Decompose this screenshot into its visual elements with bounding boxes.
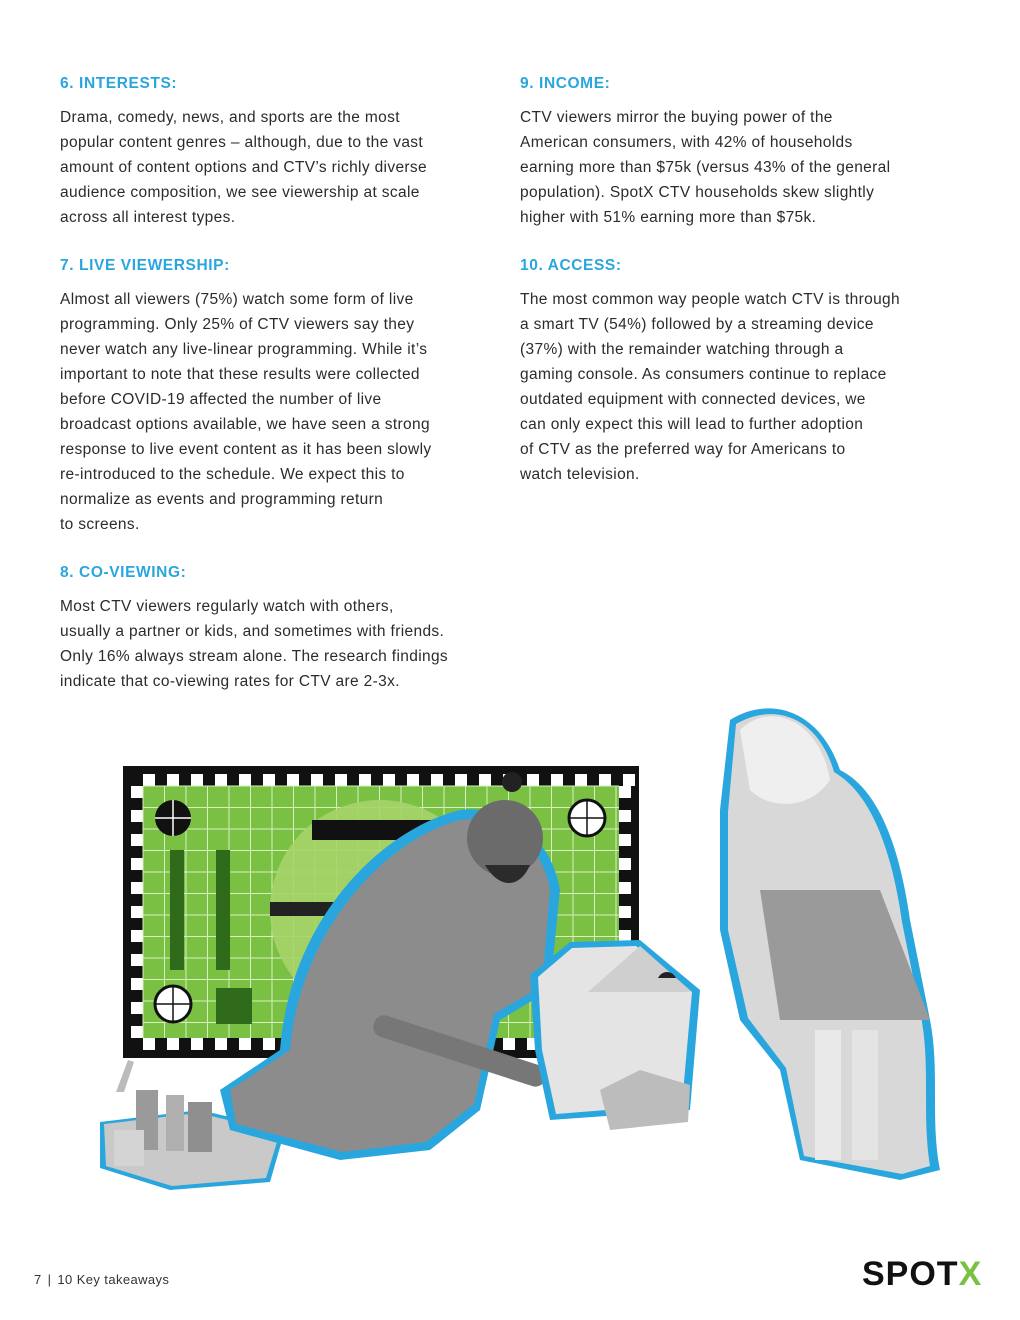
body-interests: [60, 105, 505, 230]
text-line: of CTV as the preferred way for Americans to: [520, 441, 846, 458]
text-line: Most CTV viewers regularly watch with others,: [60, 598, 394, 615]
text-line: outdated equipment with connected devices, we: [520, 391, 866, 408]
logo-accent-x: X: [958, 1255, 983, 1293]
heading-live-viewership: 7. LIVE VIEWERSHIP:: [60, 257, 230, 274]
section-access: [520, 256, 965, 487]
page-number: 7: [34, 1272, 42, 1287]
text-line: The most common way people watch CTV is through: [520, 291, 900, 308]
left-column: [60, 74, 505, 720]
right-column: [520, 74, 965, 513]
text-line: amount of content options and CTV’s richly diverse: [60, 159, 428, 176]
text-line: response to live event content as it has been slowly: [60, 441, 432, 458]
section-co-viewing: [60, 563, 505, 694]
text-line: across all interest types.: [60, 209, 236, 226]
body-live-viewership: [60, 287, 505, 537]
body-income: [520, 105, 965, 230]
text-line: audience composition, we see viewership at scale: [60, 184, 420, 201]
text-line: gaming console. As consumers continue to replace: [520, 366, 887, 383]
footer-separator: |: [47, 1272, 52, 1287]
text-line: watch television.: [520, 466, 640, 483]
page-footer: [34, 1272, 169, 1287]
text-line: population). SpotX CTV households skew slightly: [520, 184, 875, 201]
body-access: [520, 287, 965, 487]
text-line: important to note that these results were collected: [60, 366, 420, 383]
text-line: indicate that co-viewing rates for CTV are 2-3x.: [60, 673, 400, 690]
footer-section-title: 10 Key takeaways: [57, 1272, 170, 1287]
section-live-viewership: [60, 256, 505, 537]
heading-interests: 6. INTERESTS:: [60, 75, 178, 92]
text-line: American consumers, with 42% of households: [520, 134, 853, 151]
text-line: programming. Only 25% of CTV viewers say they: [60, 316, 415, 333]
text-line: can only expect this will lead to further adoption: [520, 416, 864, 433]
child-figure: [720, 708, 940, 1180]
dollhouse-toy: [530, 940, 700, 1130]
illustration-family-ctv: [80, 690, 970, 1210]
heading-access: 10. ACCESS:: [520, 257, 622, 274]
spotx-logo: [862, 1254, 982, 1294]
text-line: Drama, comedy, news, and sports are the most: [60, 109, 400, 126]
text-line: broadcast options available, we have seen a strong: [60, 416, 430, 433]
text-line: a smart TV (54%) followed by a streaming device: [520, 316, 874, 333]
heading-income: 9. INCOME:: [520, 75, 611, 92]
text-line: to screens.: [60, 516, 140, 533]
text-line: popular content genres – although, due to the vast: [60, 134, 424, 151]
logo-main-text: SPOT: [862, 1255, 959, 1293]
text-line: re-introduced to the schedule. We expect this to: [60, 466, 405, 483]
section-interests: [60, 74, 505, 230]
heading-co-viewing: 8. CO-VIEWING:: [60, 564, 187, 581]
text-line: never watch any live-linear programming. While it’s: [60, 341, 428, 358]
text-line: normalize as events and programming return: [60, 491, 384, 508]
body-co-viewing: [60, 594, 505, 694]
text-line: CTV viewers mirror the buying power of the: [520, 109, 833, 126]
text-line: before COVID-19 affected the number of live: [60, 391, 382, 408]
text-line: earning more than $75k (versus 43% of the general: [520, 159, 891, 176]
text-line: Almost all viewers (75%) watch some form of live: [60, 291, 414, 308]
section-income: [520, 74, 965, 230]
text-line: Only 16% always stream alone. The research findings: [60, 648, 449, 665]
text-line: higher with 51% earning more than $75k.: [520, 209, 817, 226]
text-line: (37%) with the remainder watching through a: [520, 341, 844, 358]
text-line: usually a partner or kids, and sometimes with friends.: [60, 623, 445, 640]
